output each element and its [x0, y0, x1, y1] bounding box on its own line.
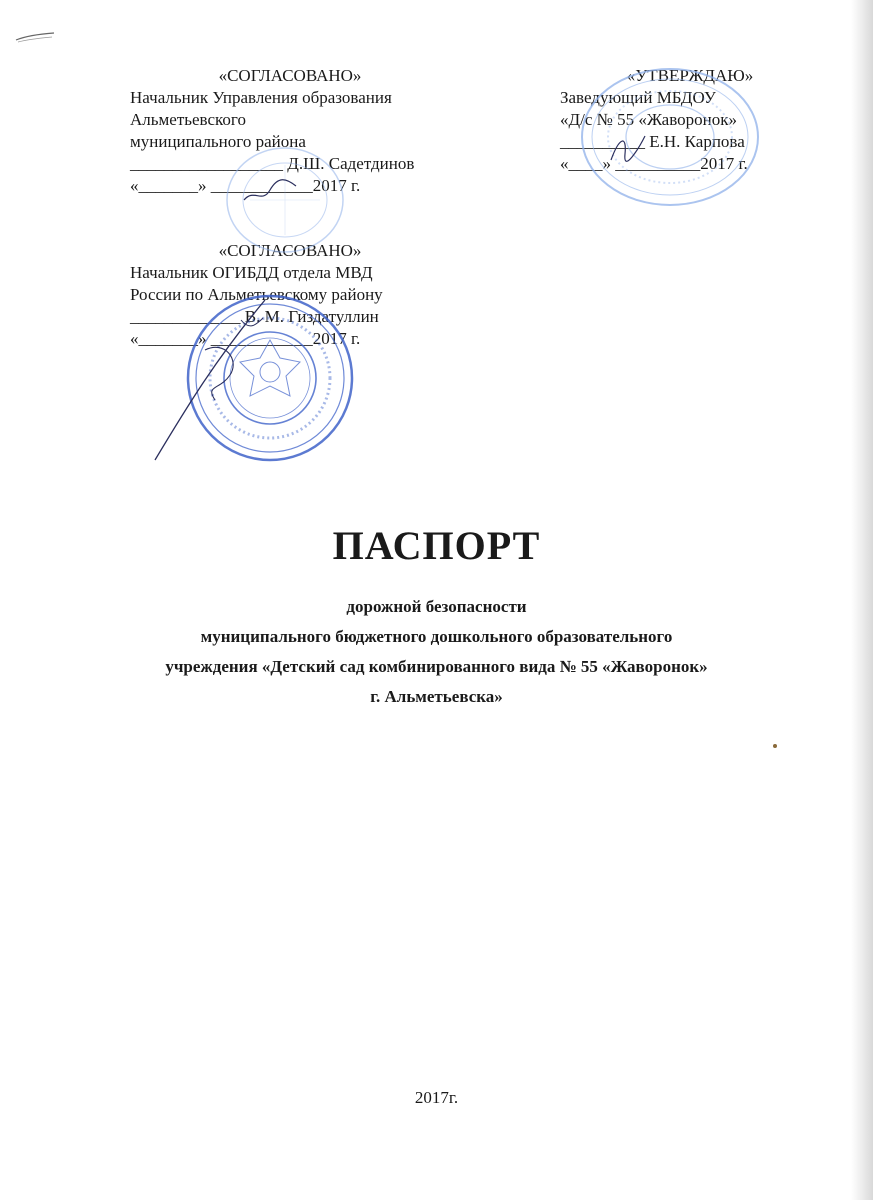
approval-signature-line: __________________ Д.Ш. Садетдинов [130, 154, 415, 173]
approval-date-line: «_______» ____________2017 г. [130, 176, 361, 195]
title-section [0, 520, 873, 712]
subtitle-line: дорожной безопасности [346, 597, 527, 616]
stamp-director [575, 62, 765, 212]
approval-line: муниципального района [130, 132, 306, 151]
approval-signature-line: _____________ В. М. Гиздатуллин [130, 307, 379, 326]
subtitle-line: г. Альметьевска» [370, 687, 503, 706]
approval-heading: «СОГЛАСОВАНО» [218, 66, 362, 85]
signature-education [240, 170, 300, 210]
approval-line: Альметьевского [130, 110, 246, 129]
approval-line: «Д/с № 55 «Жаворонок» [560, 110, 737, 129]
document-year: 2017г. [414, 1088, 459, 1107]
approval-heading: «СОГЛАСОВАНО» [218, 241, 362, 260]
corner-pen-mark [14, 30, 56, 44]
approval-signature-line: __________ Е.Н. Карпова [560, 132, 745, 151]
signature-director [605, 128, 655, 168]
approval-line: России по Альметьевскому району [130, 285, 383, 304]
document-title: ПАСПОРТ [332, 523, 541, 568]
signature-traffic-police [145, 290, 285, 470]
approval-date-line: «____» __________2017 г. [560, 154, 748, 173]
subtitle-line: муниципального бюджетного дошкольного образовательного [200, 627, 673, 646]
subtitle-line: учреждения «Детский сад комбинированного вида № 55 «Жаворонок» [165, 657, 708, 676]
approval-line: Начальник Управления образования [130, 88, 392, 107]
approval-line: Начальник ОГИБДД отдела МВД [130, 263, 373, 282]
approval-date-line: «_______» ____________2017 г. [130, 329, 361, 348]
scan-speck [773, 744, 777, 748]
approval-heading: «УТВЕРЖДАЮ» [626, 66, 754, 85]
approval-line: Заведующий МБДОУ [560, 88, 716, 107]
